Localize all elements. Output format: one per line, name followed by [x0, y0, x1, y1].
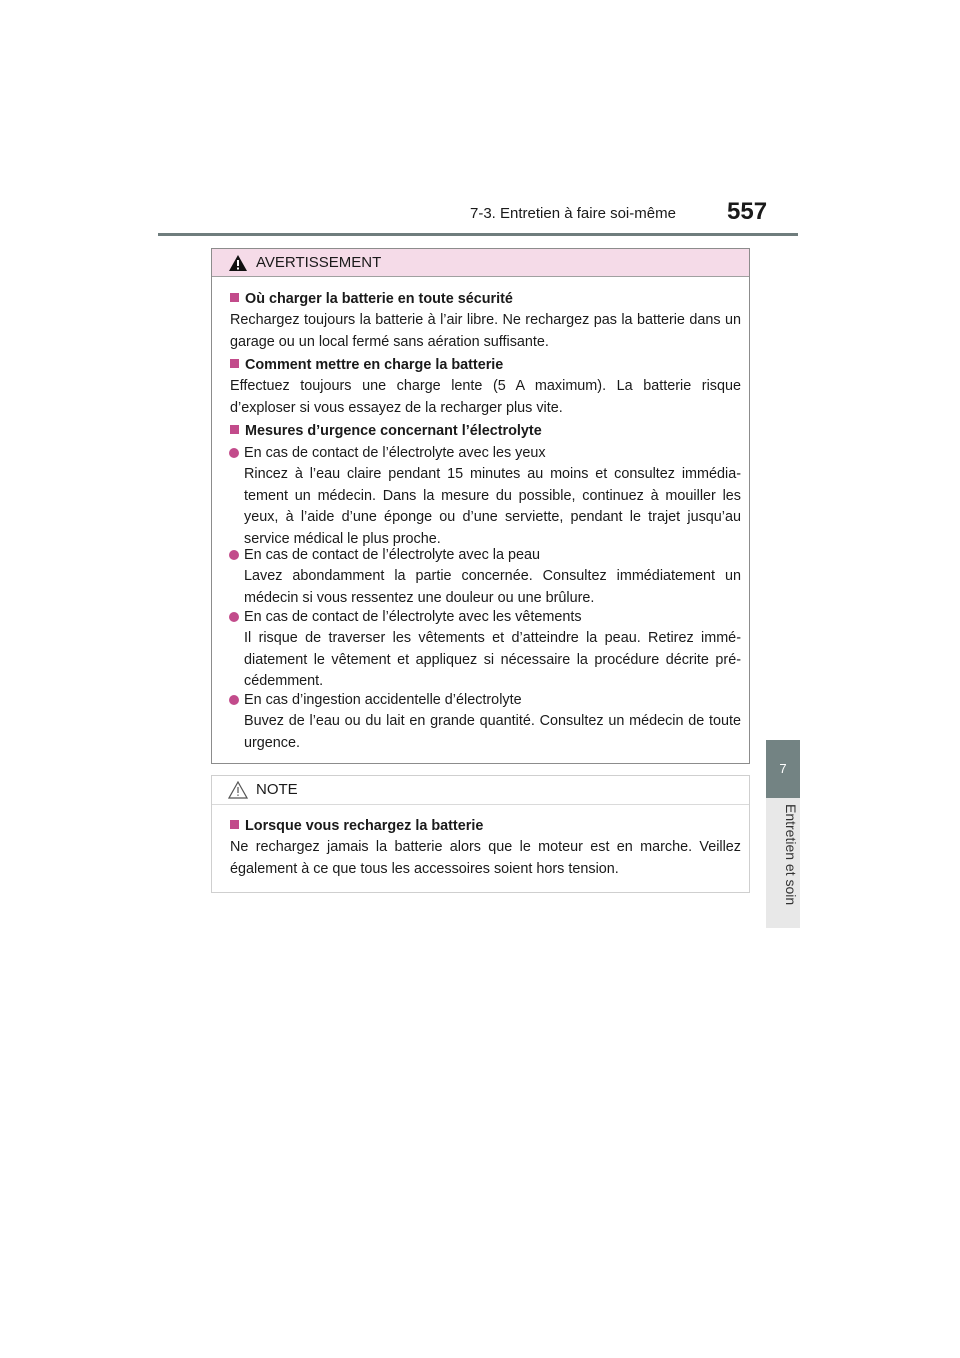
square-bullet-icon	[230, 820, 239, 829]
round-bullet-icon	[229, 550, 239, 560]
section-title: Comment mettre en charge la batterie	[230, 355, 503, 377]
header-rule	[158, 233, 798, 236]
bullet-heading: En cas d’ingestion accidentelle d’électrolyte	[244, 692, 522, 708]
section-text: Rechargez toujours la batterie à l’air libre. Ne rechargez pas la batterie dans un garage ou un local fermé sans aération suffisante.	[230, 312, 741, 350]
square-bullet-icon	[230, 425, 239, 434]
chapter-tab: 7	[766, 740, 800, 798]
header-section-title: 7-3. Entretien à faire soi-même	[470, 205, 676, 222]
warning-triangle-icon	[228, 254, 248, 272]
chapter-label: Entretien et soin	[783, 804, 799, 906]
bullet-text: Rincez à l’eau claire pendant 15 minutes au moins et consultez immédiatement un médecin. Dans la mesure du possible, continuez à mouiller les yeux, à l’aide d’une éponge ou d’une serviette, pendant le trajet jusqu’au service médical le plus proche.	[244, 466, 741, 547]
note-title: NOTE	[256, 781, 298, 798]
warning-box	[211, 248, 750, 764]
round-bullet-icon	[229, 448, 239, 458]
page-number: 557	[727, 198, 768, 225]
caution-triangle-icon	[228, 781, 248, 799]
bullet-text: Il risque de traverser les vêtements et d’atteindre la peau. Retirez immédiatement le vêtement et appliquez si nécessaire la procédure décrite précédemment.	[244, 630, 741, 689]
section-title: Mesures d’urgence concernant l’électrolyte	[230, 421, 542, 443]
warning-header	[212, 249, 749, 277]
section-title: Lorsque vous rechargez la batterie	[230, 816, 483, 838]
warning-title: AVERTISSEMENT	[256, 254, 382, 271]
bullet-text: Buvez de l’eau ou du lait en grande quantité. Consultez un médecin de toute urgence.	[244, 713, 741, 751]
round-bullet-icon	[229, 695, 239, 705]
round-bullet-icon	[229, 612, 239, 622]
section-text: Ne rechargez jamais la batterie alors que le moteur est en marche. Veillez également à ce que tous les accessoires soient hors tension.	[230, 839, 741, 877]
bullet-heading: En cas de contact de l’électrolyte avec les vêtements	[244, 609, 582, 625]
bullet-heading: En cas de contact de l’électrolyte avec la peau	[244, 547, 540, 563]
square-bullet-icon	[230, 359, 239, 368]
bullet-heading: En cas de contact de l’électrolyte avec les yeux	[244, 445, 546, 461]
section-text: Effectuez toujours une charge lente (5 A maximum). La batterie risque d’exploser si vous essayez de la recharger plus vite.	[230, 378, 741, 416]
bullet-text: Lavez abondamment la partie concernée. Consultez immédiatement un médecin si vous ressentez une douleur ou une brûlure.	[244, 568, 741, 606]
square-bullet-icon	[230, 293, 239, 302]
section-title: Où charger la batterie en toute sécurité	[230, 289, 513, 311]
note-header	[212, 776, 749, 805]
chapter-label-strip	[766, 798, 800, 928]
note-box	[211, 775, 750, 893]
